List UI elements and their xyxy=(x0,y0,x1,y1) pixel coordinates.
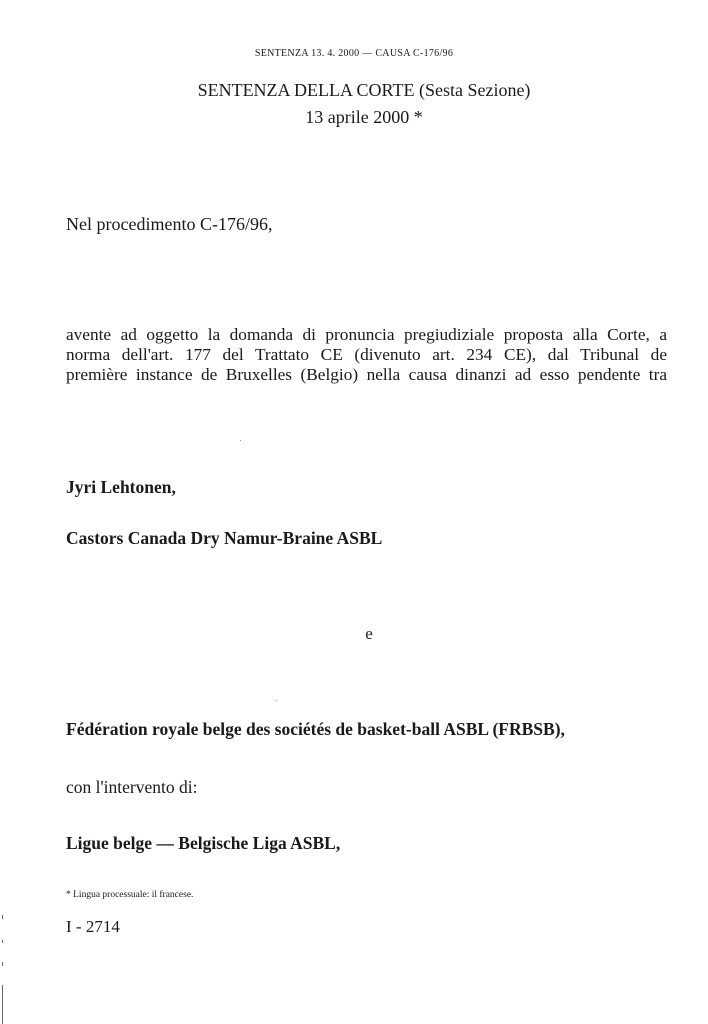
footnote: * Lingua processuale: il francese. xyxy=(66,890,194,900)
paragraph-line-2: norma dell'art. 177 del Trattato CE (divenuto art. 234 CE), dal Tribunal de xyxy=(66,345,667,364)
party-applicant-2: Castors Canada Dry Namur-Braine ASBL xyxy=(66,528,383,548)
running-header: SENTENZA 13. 4. 2000 — CAUSA C-176/96 xyxy=(254,48,454,59)
subject-paragraph xyxy=(66,325,667,385)
proceeding-line: Nel procedimento C-176/96, xyxy=(66,214,273,234)
judgment-title: SENTENZA DELLA CORTE (Sesta Sezione) xyxy=(197,80,531,100)
paragraph-line-3: première instance de Bruxelles (Belgio) nella causa dinanzi ad esso pendente tra xyxy=(66,365,667,384)
scan-speck xyxy=(240,440,241,441)
judgment-date: 13 aprile 2000 * xyxy=(305,107,423,127)
scan-speck xyxy=(276,700,277,701)
scan-edge-mark xyxy=(2,962,3,966)
scan-edge-mark xyxy=(2,915,3,919)
party-intervener: Ligue belge — Belgische Liga ASBL, xyxy=(66,833,341,853)
paragraph-line-1: avente ad oggetto la domanda di pronuncia pregiudiziale proposta alla Corte, a xyxy=(66,325,667,344)
conjunction: e xyxy=(365,624,373,643)
party-applicant-1: Jyri Lehtonen, xyxy=(66,477,176,497)
party-defendant: Fédération royale belge des sociétés de basket-ball ASBL (FRBSB), xyxy=(66,719,565,739)
scan-edge-mark xyxy=(2,940,3,943)
intervention-line: con l'intervento di: xyxy=(66,777,198,797)
scan-edge-mark xyxy=(2,985,3,1024)
page-number: I - 2714 xyxy=(66,917,120,936)
